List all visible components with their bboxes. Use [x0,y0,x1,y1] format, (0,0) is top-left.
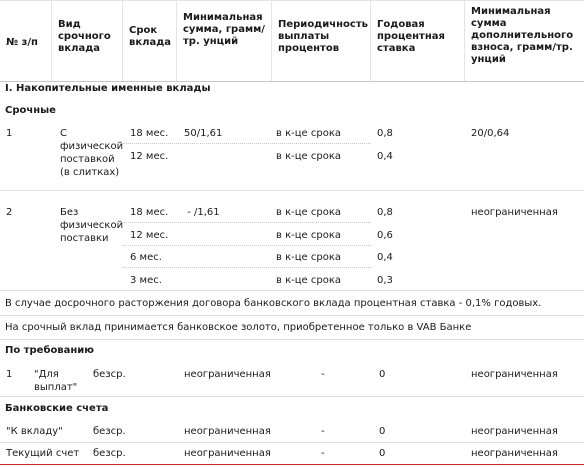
note-gold-source: На срочный вклад принимается банковское золото, приобретенное только в VAB Банке [5,322,472,333]
min-sum-cell: неограниченная [184,426,271,437]
bottom-accent-line [0,464,584,465]
period-cell: в к-це срока [276,207,341,218]
additional-cell: 20/0,64 [471,128,510,139]
additional-cell: неограниченная [471,448,558,459]
period-cell: - [321,369,325,380]
additional-cell: неограниченная [471,369,558,380]
rate-cell: 0,4 [377,252,393,263]
term-cell: безср. [93,426,126,437]
row-divider [123,143,371,144]
term-cell: безср. [93,369,126,380]
min-sum-cell: неограниченная [184,369,271,380]
term-cell: 12 мес. [130,151,169,162]
deposit-type: Без физической поставки [60,207,124,244]
period-cell: - [321,426,325,437]
row-separator [0,442,584,443]
note-early-termination: В случае досрочного расторжения договора банковского вклада процентная ставка - 0,1% годовых. [5,298,542,309]
row-number: 1 [6,128,13,139]
deposit-type: С физической поставкой (в слитках) [60,128,124,178]
group-title-accounts: Банковские счета [5,403,109,414]
term-cell: 18 мес. [130,128,169,139]
section-title: I. Накопительные именные вклады [5,83,211,94]
additional-cell: неограниченная [471,426,558,437]
period-cell: в к-це срока [276,230,341,241]
term-cell: 18 мес. [130,207,169,218]
row-separator [0,190,584,191]
rate-cell: 0 [379,426,386,437]
row-divider [123,245,371,246]
additional-cell: неограниченная [471,207,558,218]
row-separator [0,396,584,397]
row-number: 1 [6,369,13,380]
row-divider [123,267,371,268]
rate-cell: 0,8 [377,207,393,218]
row-separator [0,290,584,291]
row-divider [123,222,371,223]
group-title-demand: По требованию [5,345,95,356]
header-col-term: Срок вклада [123,1,177,81]
min-sum-cell: неограниченная [184,448,271,459]
rate-cell: 0,6 [377,230,393,241]
rate-cell: 0 [379,369,386,380]
row-separator [0,339,584,340]
rate-cell: 0,3 [377,275,393,286]
group-title-fixed: Срочные [5,105,56,116]
header-col-rate: Годовая процентная ставка [371,1,465,81]
term-cell: 3 мес. [130,275,162,286]
header-col-number: № з/п [0,1,52,81]
period-cell: в к-це срока [276,128,341,139]
header-col-type: Вид срочного вклада [52,1,123,81]
deposit-type: Текущий счет [6,448,80,459]
term-cell: 6 мес. [130,252,162,263]
header-col-additional: Минимальная сумма дополнительного взноса, грамм/тр. унций [471,6,574,65]
deposit-type: "К вкладу" [6,426,63,437]
row-number: 2 [6,207,13,218]
header-col-period: Периодичность выплаты процентов [272,1,371,81]
rate-cell: 0,8 [377,128,393,139]
term-cell: безср. [93,448,126,459]
period-cell: в к-це срока [276,275,341,286]
min-sum-cell: - /1,61 [184,207,220,218]
deposit-type: "Для выплат" [34,369,78,393]
rate-cell: 0,4 [377,151,393,162]
rate-cell: 0 [379,448,386,459]
min-sum-cell: 50/1,61 [184,128,223,139]
period-cell: - [321,448,325,459]
row-separator [0,315,584,316]
period-cell: в к-це срока [276,252,341,263]
term-cell: 12 мес. [130,230,169,241]
period-cell: в к-це срока [276,151,341,162]
table-header [0,0,584,82]
header-col-min-sum: Минимальная сумма, грамм/тр. унций [177,1,272,81]
